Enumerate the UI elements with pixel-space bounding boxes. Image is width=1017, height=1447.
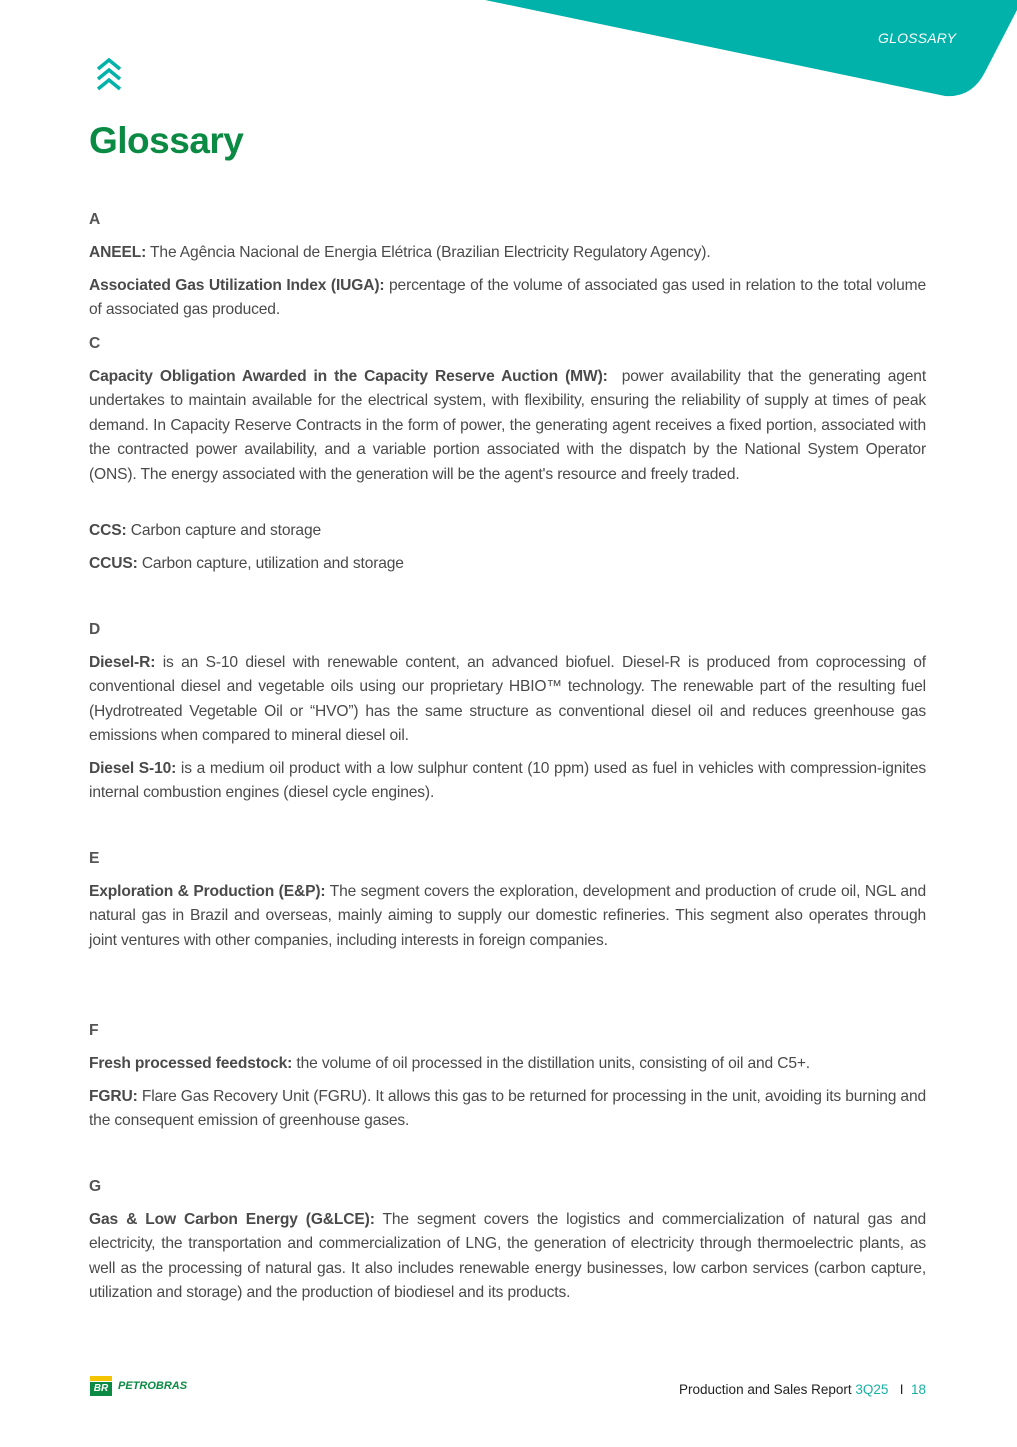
term: Diesel-R: [89, 654, 156, 671]
term: CCS: [89, 522, 127, 539]
definition: The Agência Nacional de Energia Elétrica (Brazilian Electricity Regulatory Agency). [146, 244, 711, 261]
glossary-entry [89, 519, 926, 543]
term: Exploration & Production (E&P): [89, 883, 326, 900]
page-number: 18 [910, 1382, 926, 1397]
glossary-entry [89, 274, 926, 323]
letter-heading: A [89, 211, 101, 228]
definition: Carbon capture and storage [126, 522, 321, 539]
definition: power availability that the generating agent undertakes to maintain available for the electrical system, with flexibility, ensuring the reliability of supply at times of peak demand. In Capacity Reserve Contracts in the form of power, the generating agent receives a fixed portion, associated with the contracted power availability, and a variable portion associated with the dispatch by the National System Operator (ONS). The energy associated with the generation will be the agent's resource and freely traded. [89, 368, 931, 483]
glossary-entry [89, 241, 926, 265]
term: ANEEL: [89, 244, 147, 261]
section-tag: GLOSSARY [878, 30, 957, 46]
definition: the volume of oil processed in the distillation units, consisting of oil and C5+. [292, 1055, 810, 1072]
term: Fresh processed feedstock: [89, 1055, 293, 1072]
glossary-entry [89, 1085, 926, 1134]
chevron-up-icon [96, 58, 122, 92]
page-title: Glossary [89, 120, 244, 161]
glossary-entry [89, 552, 926, 576]
glossary-entry [89, 651, 926, 749]
letter-heading: F [89, 1022, 99, 1039]
letter-heading: D [89, 621, 101, 638]
glossary-entry [89, 1052, 926, 1076]
definition: is an S-10 diesel with renewable content, an advanced biofuel. Diesel-R is produced from coprocessing of conventional diesel and vegetable oils using our proprietary HBIO™ technology. The renewable part of the resulting fuel (Hydrotreated Vegetable Oil or “HVO”) has the same structure as conventional diesel oil and reduces greenhouse gas emissions when compared to mineral diesel oil. [89, 654, 926, 745]
letter-heading: G [89, 1178, 101, 1195]
petrobras-logo: BR PETROBRAS [90, 1376, 187, 1396]
term: FGRU: [89, 1088, 138, 1105]
definition: The segment covers the exploration, development and production of crude oil, NGL and natural gas in Brazil and overseas, mainly aiming to supply our domestic refineries. This segment also operates through joint ventures with other companies, including interests in foreign companies. [89, 883, 926, 949]
definition: Carbon capture, utilization and storage [137, 555, 404, 572]
definition: is a medium oil product with a low sulphur content (10 ppm) used as fuel in vehicles with compression-ignites internal combustion engines (diesel cycle engines). [89, 760, 926, 802]
glossary-entry [89, 880, 926, 953]
definition: Flare Gas Recovery Unit (FGRU). It allows this gas to be returned for processing in the unit, avoiding its burning and the consequent emission of greenhouse gases. [89, 1088, 926, 1130]
term: Gas & Low Carbon Energy (G&LCE): [89, 1211, 375, 1228]
letter-heading: C [89, 335, 101, 352]
letter-heading: E [89, 850, 100, 867]
definition: The segment covers the logistics and commercialization of natural gas and electricity, the transportation and commercialization of LNG, the generation of electricity through thermoelectric plants, as well as the processing of natural gas. It also includes renewable energy businesses, low carbon services (carbon capture, utilization and storage) and the production of biodiesel and its products. [89, 1211, 926, 1302]
definition: percentage of the volume of associated gas used in relation to the total volume of associated gas produced. [89, 277, 927, 319]
term: CCUS: [89, 555, 138, 572]
term: Capacity Obligation Awarded in the Capacity Reserve Auction (MW): [89, 368, 608, 385]
br-logo-mark: BR [90, 1376, 112, 1396]
glossary-entry [89, 365, 931, 487]
term: Associated Gas Utilization Index (IUGA): [89, 277, 385, 294]
glossary-entry [89, 1208, 926, 1306]
header-banner [0, 0, 1017, 100]
term: Diesel S-10: [89, 760, 177, 777]
glossary-entry [89, 757, 926, 806]
footer-report-info: Production and Sales Report 3Q25 I 18 [679, 1382, 926, 1397]
